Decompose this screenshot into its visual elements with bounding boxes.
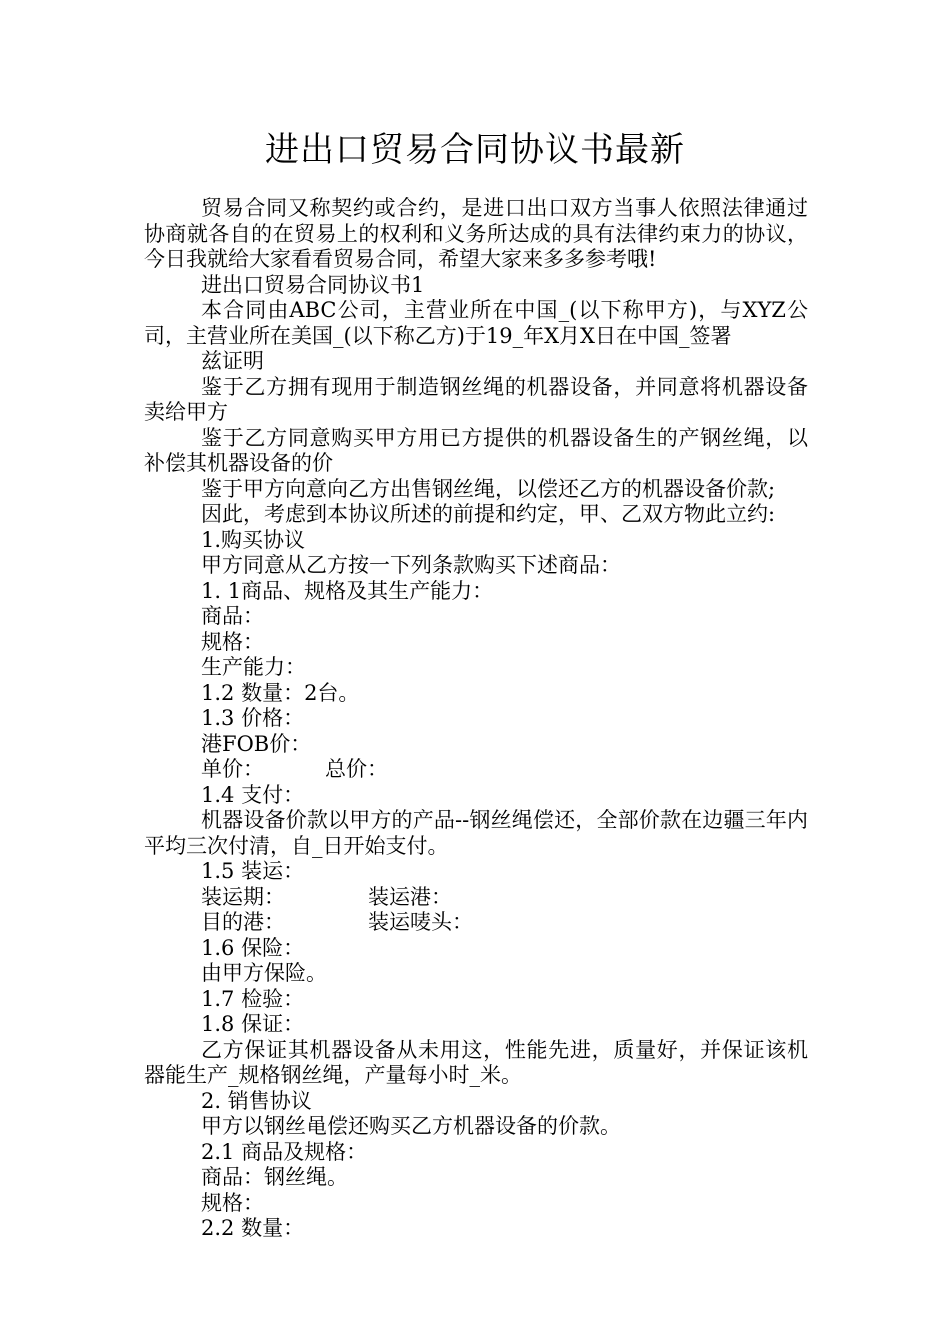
- witness-line: 兹证明: [201, 349, 264, 373]
- clause-1-5: 1.5 装运：: [201, 859, 305, 883]
- total-price-label: 总价：: [325, 757, 388, 781]
- shipment-period-label: 装运期：: [201, 884, 285, 909]
- fob-price-line: 港FOB价：: [201, 731, 312, 756]
- clause-1-4: 1.4 支付：: [201, 782, 305, 807]
- document-title: 进出口贸易合同协议书最新: [265, 130, 685, 170]
- contract-heading: 进出口贸易合同协议书1: [201, 272, 425, 297]
- shipping-mark-label: 装运唛头：: [368, 910, 473, 934]
- section-1-heading: 1.购买协议: [201, 527, 306, 552]
- clause-1-6: 1.6 保险：: [201, 935, 305, 960]
- goods-line-2: 商品：钢丝绳。: [201, 1165, 348, 1189]
- clause-1-2: 1.2 数量：2台。: [201, 680, 360, 705]
- intro-paragraph: 贸易合同又称契约或合约，是进口出口双方当事人依照法律通过协商就各自的在贸易上的权利和义务所达成的具有法律约束力的协议，今日我就给大家看看贸易合同，希望大家来多多参考哦!: [144, 196, 808, 271]
- spec-line-2: 规格：: [201, 1190, 264, 1215]
- recital-2: 鉴于乙方同意购买甲方用已方提供的机器设备生的产钢丝绳，以补偿其机器设备的价: [144, 425, 808, 475]
- section-1-intro: 甲方同意从乙方按一下列条款购买下述商品：: [201, 553, 621, 577]
- clause-2-1: 2.1 商品及规格：: [201, 1139, 368, 1164]
- shipment-row-1: [144, 885, 808, 911]
- contract-parties-paragraph: 本合同由ABC公司，主营业所在中国_(以下称甲方)，与XYZ公司，主营业所在美国_(以下称乙方)于19_年X月X日在中国_签署: [144, 298, 808, 348]
- clause-1-7: 1.7 检验：: [201, 986, 305, 1011]
- recital-4: 因此，考虑到本协议所述的前提和约定，甲、乙双方物此立约:: [201, 502, 776, 526]
- spec-line: 规格：: [201, 629, 264, 654]
- clause-1-8: 1.8 保证：: [201, 1012, 305, 1036]
- port-of-shipment-label: 装运港：: [368, 884, 452, 909]
- clause-2-2: 2.2 数量：: [201, 1216, 305, 1240]
- document-body: [144, 196, 808, 1242]
- clause-1-3: 1.3 价格：: [201, 706, 305, 730]
- price-row: [144, 757, 808, 783]
- recital-1: 鉴于乙方拥有现用于制造钢丝绳的机器设备，并同意将机器设备卖给甲方: [144, 374, 808, 424]
- destination-port-label: 目的港：: [201, 910, 285, 934]
- recital-3: 鉴于甲方向意向乙方出售钢丝绳，以偿还乙方的机器设备价款;: [201, 476, 776, 501]
- section-2-intro: 甲方以钢丝黾偿还购买乙方机器设备的价款。: [201, 1114, 621, 1138]
- payment-paragraph: 机器设备价款以甲方的产品--钢丝绳偿还，全部价款在边疆三年内平均三次付清，自_日开始支付。: [144, 808, 808, 858]
- shipment-row-2: [144, 910, 808, 936]
- section-2-heading: 2. 销售协议: [201, 1088, 312, 1113]
- clause-1-1: 1. 1商品、规格及其生产能力：: [201, 578, 494, 603]
- goods-line: 商品：: [201, 604, 264, 628]
- insurance-line: 由甲方保险。: [201, 961, 327, 985]
- capacity-line: 生产能力：: [201, 655, 306, 679]
- unit-price-label: 单价：: [201, 757, 264, 781]
- guarantee-paragraph: 乙方保证其机器设备从未用这，性能先进，质量好，并保证该机器能生产_规格钢丝绳，产量每小时_米。: [144, 1037, 808, 1087]
